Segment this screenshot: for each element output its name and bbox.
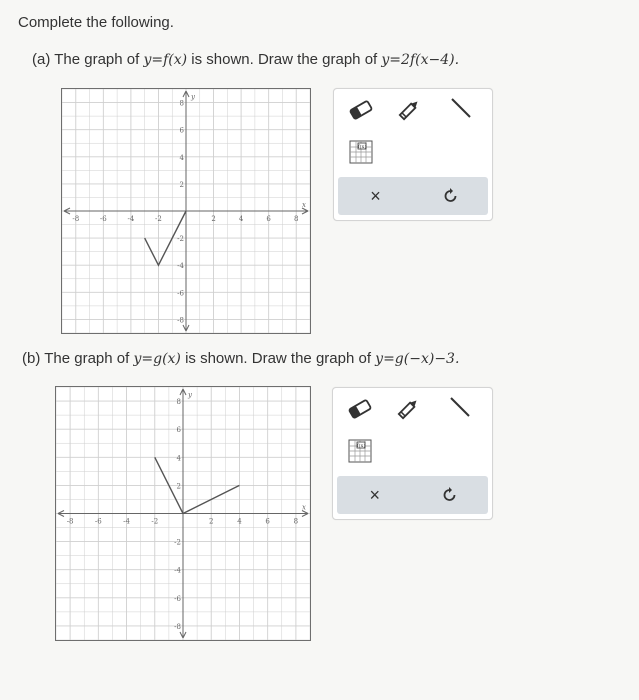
line-tool-a[interactable]: [446, 93, 476, 123]
eraser-icon: [348, 97, 374, 123]
drawing-tools-a: [333, 88, 493, 221]
undo-icon: [441, 486, 459, 504]
graph-canvas-b[interactable]: [55, 386, 311, 641]
line-segment-icon: [448, 95, 474, 121]
y-tick-label: 2: [176, 482, 181, 491]
graph-a-svg[interactable]: [62, 89, 310, 333]
function-tool-b[interactable]: [345, 436, 375, 466]
x-axis-label: x: [302, 201, 306, 209]
x-tick-label: 2: [211, 215, 216, 223]
function-grid-icon: [348, 139, 374, 165]
y-tick-label: -4: [174, 566, 181, 575]
x-tick-label: 6: [266, 215, 271, 223]
x-axis-label: x: [302, 503, 306, 512]
pencil-icon: [396, 97, 422, 123]
function-grid-icon: [347, 438, 373, 464]
line-tool-b[interactable]: [445, 392, 475, 422]
pencil-tool-b[interactable]: [393, 394, 423, 424]
prompt-part-b: [22, 350, 459, 367]
line-segment-icon: [447, 394, 473, 420]
prompt-a-given-function: y=f(x): [143, 52, 188, 68]
y-tick-label: -8: [174, 622, 181, 631]
y-tick-label: -6: [177, 289, 184, 298]
x-tick-label: -6: [99, 215, 107, 223]
y-tick-label: 8: [176, 398, 181, 407]
x-tick-label: -2: [151, 517, 159, 526]
y-tick-label: -8: [177, 316, 184, 325]
undo-button-b[interactable]: [413, 476, 489, 514]
x-tick-label: 4: [238, 215, 244, 223]
y-axis-label: y: [188, 391, 192, 399]
pencil-tool-a[interactable]: [394, 95, 424, 125]
y-tick-label: 8: [179, 99, 184, 108]
prompt-a-label: (a) The graph of: [32, 51, 140, 68]
x-tick-label: -4: [123, 517, 130, 526]
graph-b-svg[interactable]: [56, 387, 310, 640]
y-tick-label: 4: [179, 153, 184, 162]
y-axis-label: y: [191, 93, 195, 101]
y-tick-label: -4: [177, 262, 184, 271]
prompt-a-target-function: y=2f(x−4).: [381, 52, 460, 68]
prompt-a-middle: is shown. Draw the graph of: [191, 51, 378, 68]
graph-canvas-a[interactable]: [61, 88, 311, 334]
y-tick-label: 6: [179, 126, 184, 135]
eraser-icon: [347, 396, 373, 422]
prompt-b-target-function: y=g(−x)−3.: [375, 351, 460, 367]
svg-text:f(x): f(x): [356, 443, 366, 449]
x-tick-label: 4: [237, 517, 242, 526]
clear-button-b[interactable]: ×: [369, 484, 380, 505]
x-tick-label: 2: [208, 517, 214, 526]
x-tick-label: -8: [72, 215, 80, 223]
x-tick-label: 6: [265, 517, 270, 526]
action-bar-b: [337, 476, 488, 514]
x-tick-label: 8: [293, 517, 299, 526]
clear-button-a[interactable]: ×: [370, 185, 381, 206]
eraser-tool-b[interactable]: [345, 394, 375, 424]
x-tick-label: -8: [66, 517, 74, 526]
prompt-b-given-function: y=g(x): [133, 351, 181, 367]
pencil-icon: [395, 396, 421, 422]
undo-icon: [442, 187, 460, 205]
prompt-b-middle: is shown. Draw the graph of: [185, 350, 371, 367]
instructions-text: Complete the following.: [18, 14, 174, 31]
svg-text:f(x): f(x): [357, 144, 367, 150]
action-bar-a: [338, 177, 488, 215]
drawing-tools-b: [332, 387, 493, 520]
y-tick-label: -6: [174, 594, 181, 603]
x-tick-label: -2: [155, 215, 162, 223]
function-tool-a[interactable]: [346, 137, 376, 167]
y-tick-label: 2: [179, 180, 184, 189]
y-tick-label: 4: [176, 454, 181, 463]
x-tick-label: -4: [127, 215, 135, 223]
undo-button-a[interactable]: [413, 177, 488, 215]
prompt-b-label: (b) The graph of: [22, 350, 130, 367]
y-tick-label: -2: [177, 235, 184, 244]
eraser-tool-a[interactable]: [346, 95, 376, 125]
prompt-part-a: [32, 51, 459, 68]
y-tick-label: -2: [174, 538, 181, 547]
x-tick-label: 8: [293, 215, 299, 223]
x-tick-label: -6: [94, 517, 102, 526]
y-tick-label: 6: [176, 426, 181, 435]
